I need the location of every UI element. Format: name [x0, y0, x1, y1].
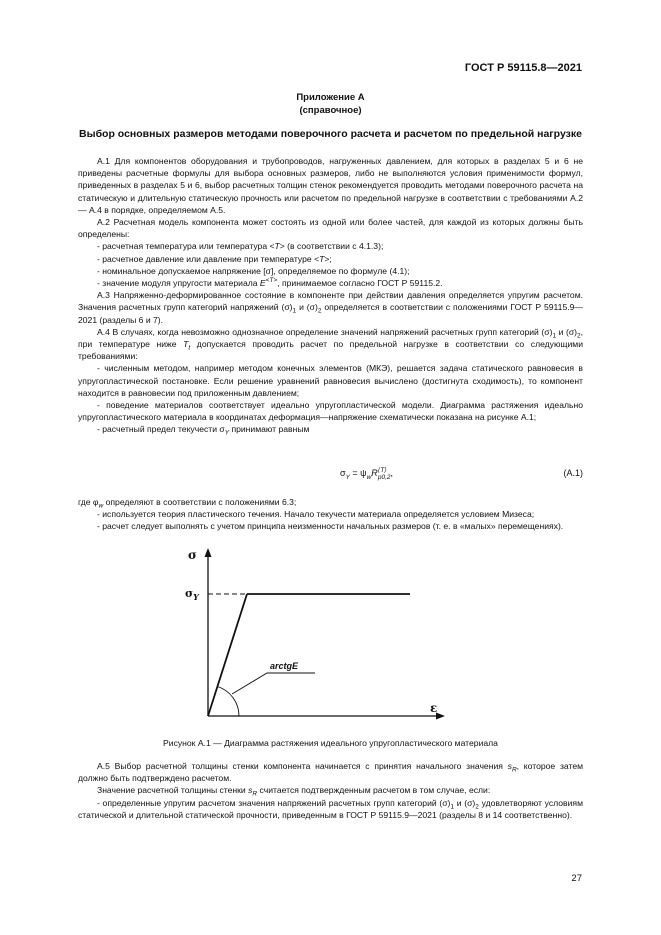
figure-caption: Рисунок А.1 — Диаграмма растяжения идеального упругопластического материала — [163, 738, 498, 748]
yield-label: $\sigma_Y$ — [185, 587, 199, 602]
body-text-middle — [78, 496, 583, 533]
formula-a1 — [78, 468, 583, 482]
annex-subtitle: (справочное) — [299, 105, 362, 116]
list-item: - определенные упругим расчетом значения напряжений расчетных групп категорий $(\sigma)_1$ и $(\sigma)_2$ удовлетворяют условиям статической и длительной статической прочности, приведенным в ГОСТ Р 59115.9—2021 (разделы 8 и 14 соответственно). — [78, 797, 583, 820]
paragraph-a5: А.5 Выбор расчетной толщины стенки компонента начинается с принятия начального значения $s_R$, которое затем должно быть подтверждено расчетом. — [78, 761, 584, 784]
slope-label: arctgE — [270, 661, 299, 671]
paragraph-a5-condition: Значение расчетной толщины стенки $s_R$ считается подтвержденным расчетом в том случае, если: — [97, 785, 491, 799]
list-item: - расчетное давление или давление при температуре <T>; — [97, 253, 332, 264]
annex-title: Приложение А — [296, 92, 365, 103]
list-item: - значение модуля упругости материала $E^{<T>}$, принимаемое согласно ГОСТ Р 59115.2. — [97, 277, 443, 289]
standard-header: ГОСТ Р 59115.8—2021 — [464, 62, 582, 74]
body-text-bottom — [78, 760, 583, 821]
paragraph-a2: А.2 Расчетная модель компонента может состоять из одной или более частей, для каждой из которых должны быть определены: — [78, 217, 583, 240]
body-text-top — [78, 155, 583, 436]
formula-explanation: где $\varphi_w$ определяют в соответствии с положениями 6.3; — [78, 497, 297, 510]
elastic-line — [208, 594, 247, 716]
formula-expression: $\sigma_Y = \psi_wR^{⟨T⟩}_{p0,2}$, — [340, 467, 394, 481]
stress-strain-diagram — [180, 545, 450, 725]
label-leader-line — [232, 673, 315, 694]
y-axis-arrow-icon — [205, 548, 212, 557]
angle-arc — [218, 687, 240, 717]
x-axis-label: ε — [430, 701, 438, 715]
list-item: - номинальное допускаемое напряжение [σ], определяемое по формуле (4.1); — [97, 265, 410, 276]
formula-number: (А.1) — [563, 468, 583, 478]
list-item: - расчетный предел текучести $\sigma_Y$ принимают равным — [97, 424, 310, 438]
paragraph-a4: А.4 В случаях, когда невозможно однозначное определение значений напряжений расчетных групп категорий $(\sigma)_1$ и $(\sigma)_2$, при температуре ниже $T_t$ допускается проводить расчет по предельной нагрузке в соответствии со следующими требованиями: — [78, 326, 584, 362]
page-number: 27 — [571, 873, 582, 884]
list-item: - поведение материалов соответствует идеально упругопластической модели. Диаграмма растяжения идеально упругопластического материала в координатах деформация—напряжение схематически показана на рисунке А.1; — [78, 400, 583, 423]
x-axis-arrow-icon — [436, 713, 445, 720]
list-item: - расчетная температура или температура <T> (в соответствии с 4.1.3); — [97, 241, 384, 252]
list-item: - используется теория пластического течения. Начало текучести материала определяется условием Мизеса; — [97, 509, 535, 520]
list-item: - расчет следует выполнять с учетом принципа неизменности начальных размеров (т. е. в «малых» перемещениях). — [97, 521, 564, 532]
y-axis-label: σ — [188, 548, 197, 562]
section-title: Выбор основных размеров методами поверочного расчета и расчетом по предельной нагрузке — [79, 128, 582, 140]
paragraph-a3: А.3 Напряженно-деформированное состояние в компоненте при действии давления определяется упругим расчетом. Значения расчетных групп категорий напряжений $(\sigma)_1$ и $(\sigma)_2$ определяется в соответствии с положениями ГОСТ Р 59115.9—2021 (разделы 6 и 7). — [78, 290, 583, 325]
paragraph-a1: А.1 Для компонентов оборудования и трубопроводов, нагруженных давлением, для которых в разделах 5 и 6 не приведены расчетные формулы для выбора основных размеров, либо не выполняются условия применимости формул, приведенных в разделах 5 и 6, выбор расчетных толщин стенок рекомендуется проводить методами поверочного расчета на статическую и длительную статическую прочность или расчетом по предельной нагрузке в соответствии с требованиями А.2 — А.4 в порядке, определяемом А.5. — [78, 156, 583, 215]
list-item: - численным методом, например методом конечных элементов (МКЭ), решается задача статического равновесия в упругопластической постановке. Если решение уравнений равновесия вычислено (достигнута сходимость), то компонент находится в равновесии под приложенным давлением; — [78, 363, 583, 398]
